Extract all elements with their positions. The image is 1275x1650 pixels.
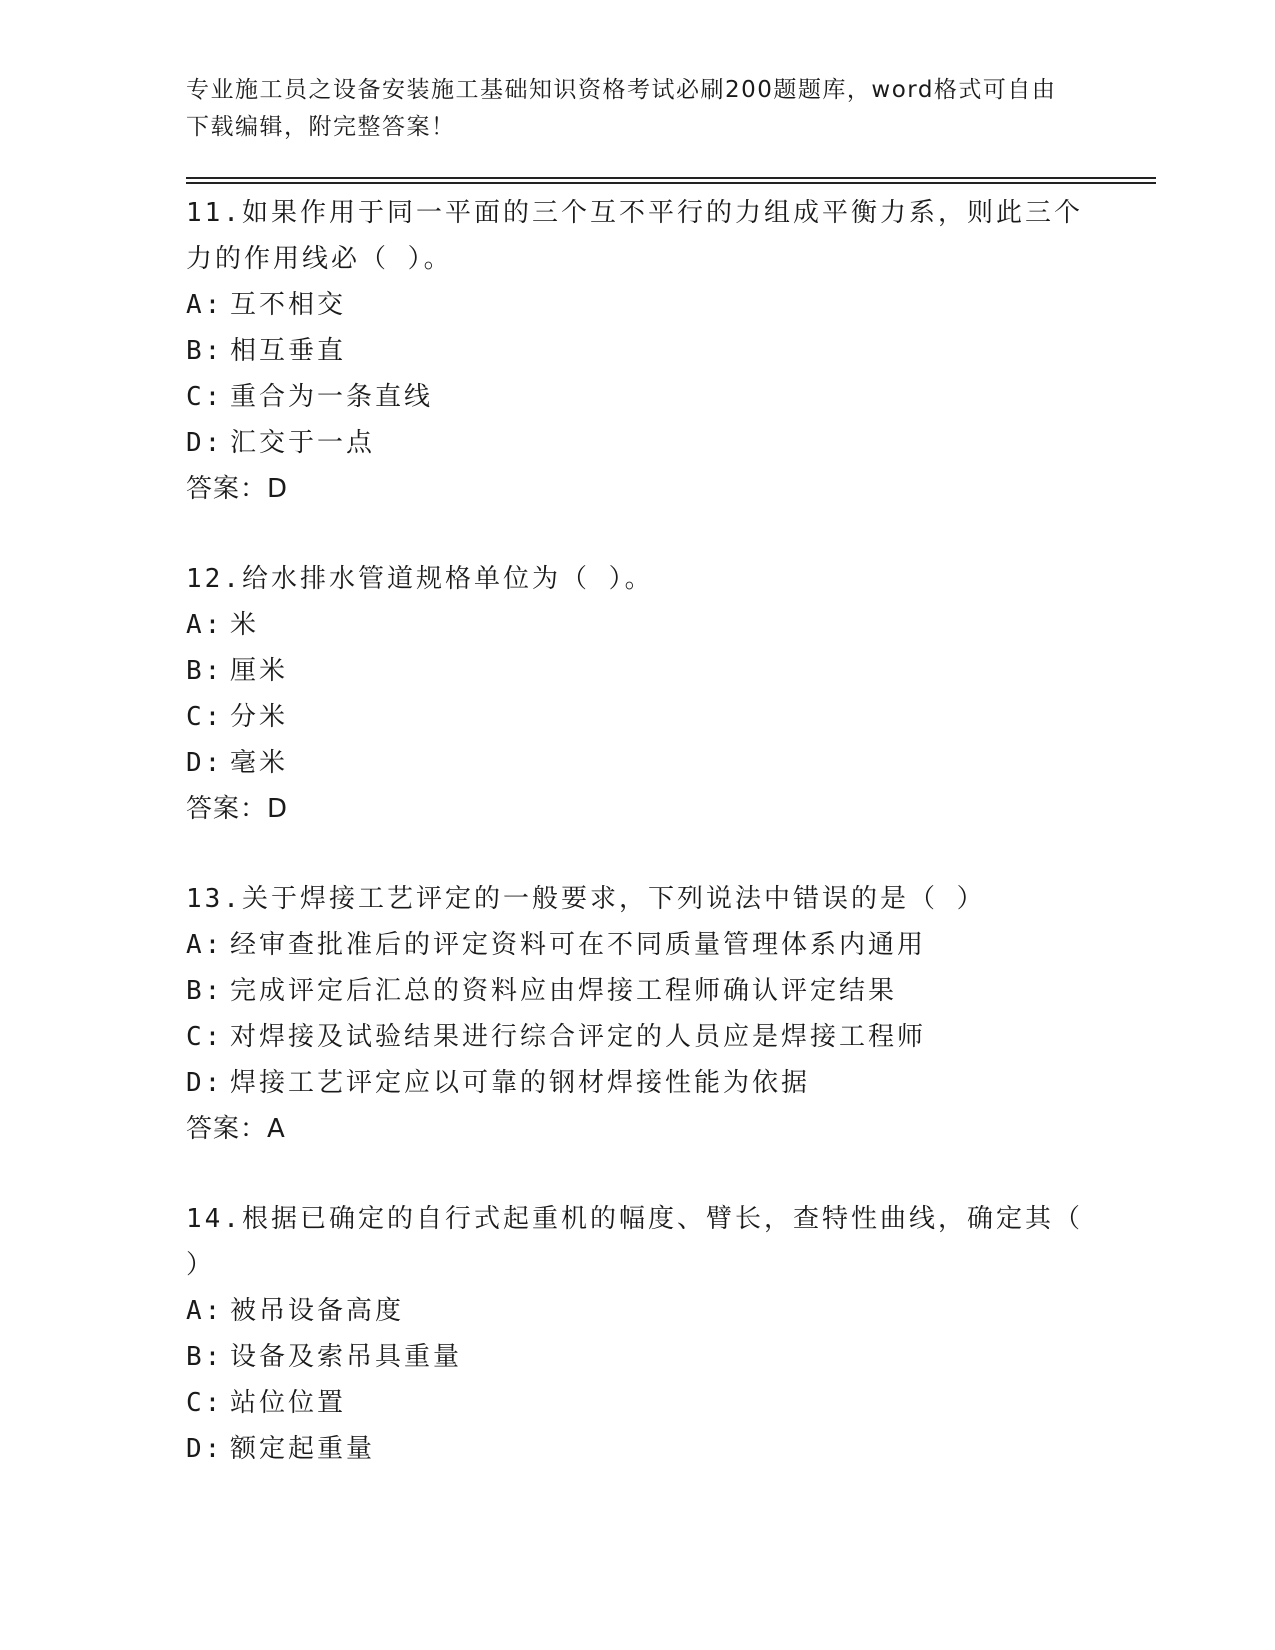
document-header: 专业施工员之设备安装施工基础知识资格考试必刷200题题库，word格式可自由下载编辑，附完整答案！ <box>186 77 1057 140</box>
option-text: 相互垂直 <box>230 336 347 366</box>
option-letter: A: <box>186 930 224 960</box>
option-c <box>186 1014 1086 1060</box>
option-letter: B: <box>186 656 224 686</box>
option-text: 站位位置 <box>230 1388 347 1418</box>
option-text: 设备及索吊具重量 <box>230 1342 463 1372</box>
option-text: 对焊接及试验结果进行综合评定的人员应是焊接工程师 <box>230 1022 927 1052</box>
option-letter: D: <box>186 428 224 458</box>
question-11 <box>186 190 1086 512</box>
option-letter: D: <box>186 748 224 778</box>
option-c <box>186 374 1086 420</box>
option-c <box>186 1380 1086 1426</box>
question-spacer <box>186 832 1086 876</box>
option-d <box>186 1426 1086 1472</box>
option-text: 厘米 <box>230 656 289 686</box>
option-b <box>186 968 1086 1014</box>
option-d <box>186 740 1086 786</box>
question-spacer <box>186 1152 1086 1196</box>
option-text: 焊接工艺评定应以可靠的钢材焊接性能为依据 <box>230 1068 811 1098</box>
question-text: 12.给水排水管道规格单位为（ ）。 <box>186 564 654 594</box>
option-b <box>186 1334 1086 1380</box>
option-text: 毫米 <box>230 748 289 778</box>
option-text: 重合为一条直线 <box>230 382 434 412</box>
option-letter: D: <box>186 1068 224 1098</box>
header-divider-bottom <box>186 182 1156 184</box>
option-letter: A: <box>186 1296 224 1326</box>
option-text: 完成评定后汇总的资料应由焊接工程师确认评定结果 <box>230 976 898 1006</box>
option-letter: B: <box>186 976 224 1006</box>
option-text: 被吊设备高度 <box>230 1296 405 1326</box>
question-text: 14.根据已确定的自行式起重机的幅度、臂长，查特性曲线，确定其（ ） <box>186 1204 1083 1280</box>
option-a <box>186 282 1086 328</box>
header-divider-top <box>186 177 1156 179</box>
option-letter: C: <box>186 702 224 732</box>
option-a <box>186 602 1086 648</box>
answer-line: 答案：A <box>186 1114 286 1144</box>
option-letter: C: <box>186 382 224 412</box>
option-a <box>186 922 1086 968</box>
question-spacer <box>186 512 1086 556</box>
option-b <box>186 328 1086 374</box>
answer-line: 答案：D <box>186 794 289 824</box>
option-letter: D: <box>186 1434 224 1464</box>
answer-line: 答案：D <box>186 474 289 504</box>
option-letter: A: <box>186 610 224 640</box>
option-text: 分米 <box>230 702 289 732</box>
option-letter: B: <box>186 1342 224 1372</box>
option-d <box>186 420 1086 466</box>
option-b <box>186 648 1086 694</box>
option-letter: B: <box>186 336 224 366</box>
option-text: 经审查批准后的评定资料可在不同质量管理体系内通用 <box>230 930 927 960</box>
question-13 <box>186 876 1086 1152</box>
question-12 <box>186 556 1086 832</box>
option-a <box>186 1288 1086 1334</box>
question-text: 13.关于焊接工艺评定的一般要求，下列说法中错误的是（ ） <box>186 884 986 914</box>
option-text: 额定起重量 <box>230 1434 376 1464</box>
question-14 <box>186 1196 1086 1472</box>
option-d <box>186 1060 1086 1106</box>
option-letter: A: <box>186 290 224 320</box>
option-c <box>186 694 1086 740</box>
question-list <box>186 190 1086 1472</box>
option-letter: C: <box>186 1022 224 1052</box>
question-text: 11.如果作用于同一平面的三个互不平行的力组成平衡力系，则此三个力的作用线必（ ）。 <box>186 198 1083 274</box>
option-text: 汇交于一点 <box>230 428 376 458</box>
option-text: 米 <box>230 610 260 640</box>
option-letter: C: <box>186 1388 224 1418</box>
option-text: 互不相交 <box>230 290 347 320</box>
